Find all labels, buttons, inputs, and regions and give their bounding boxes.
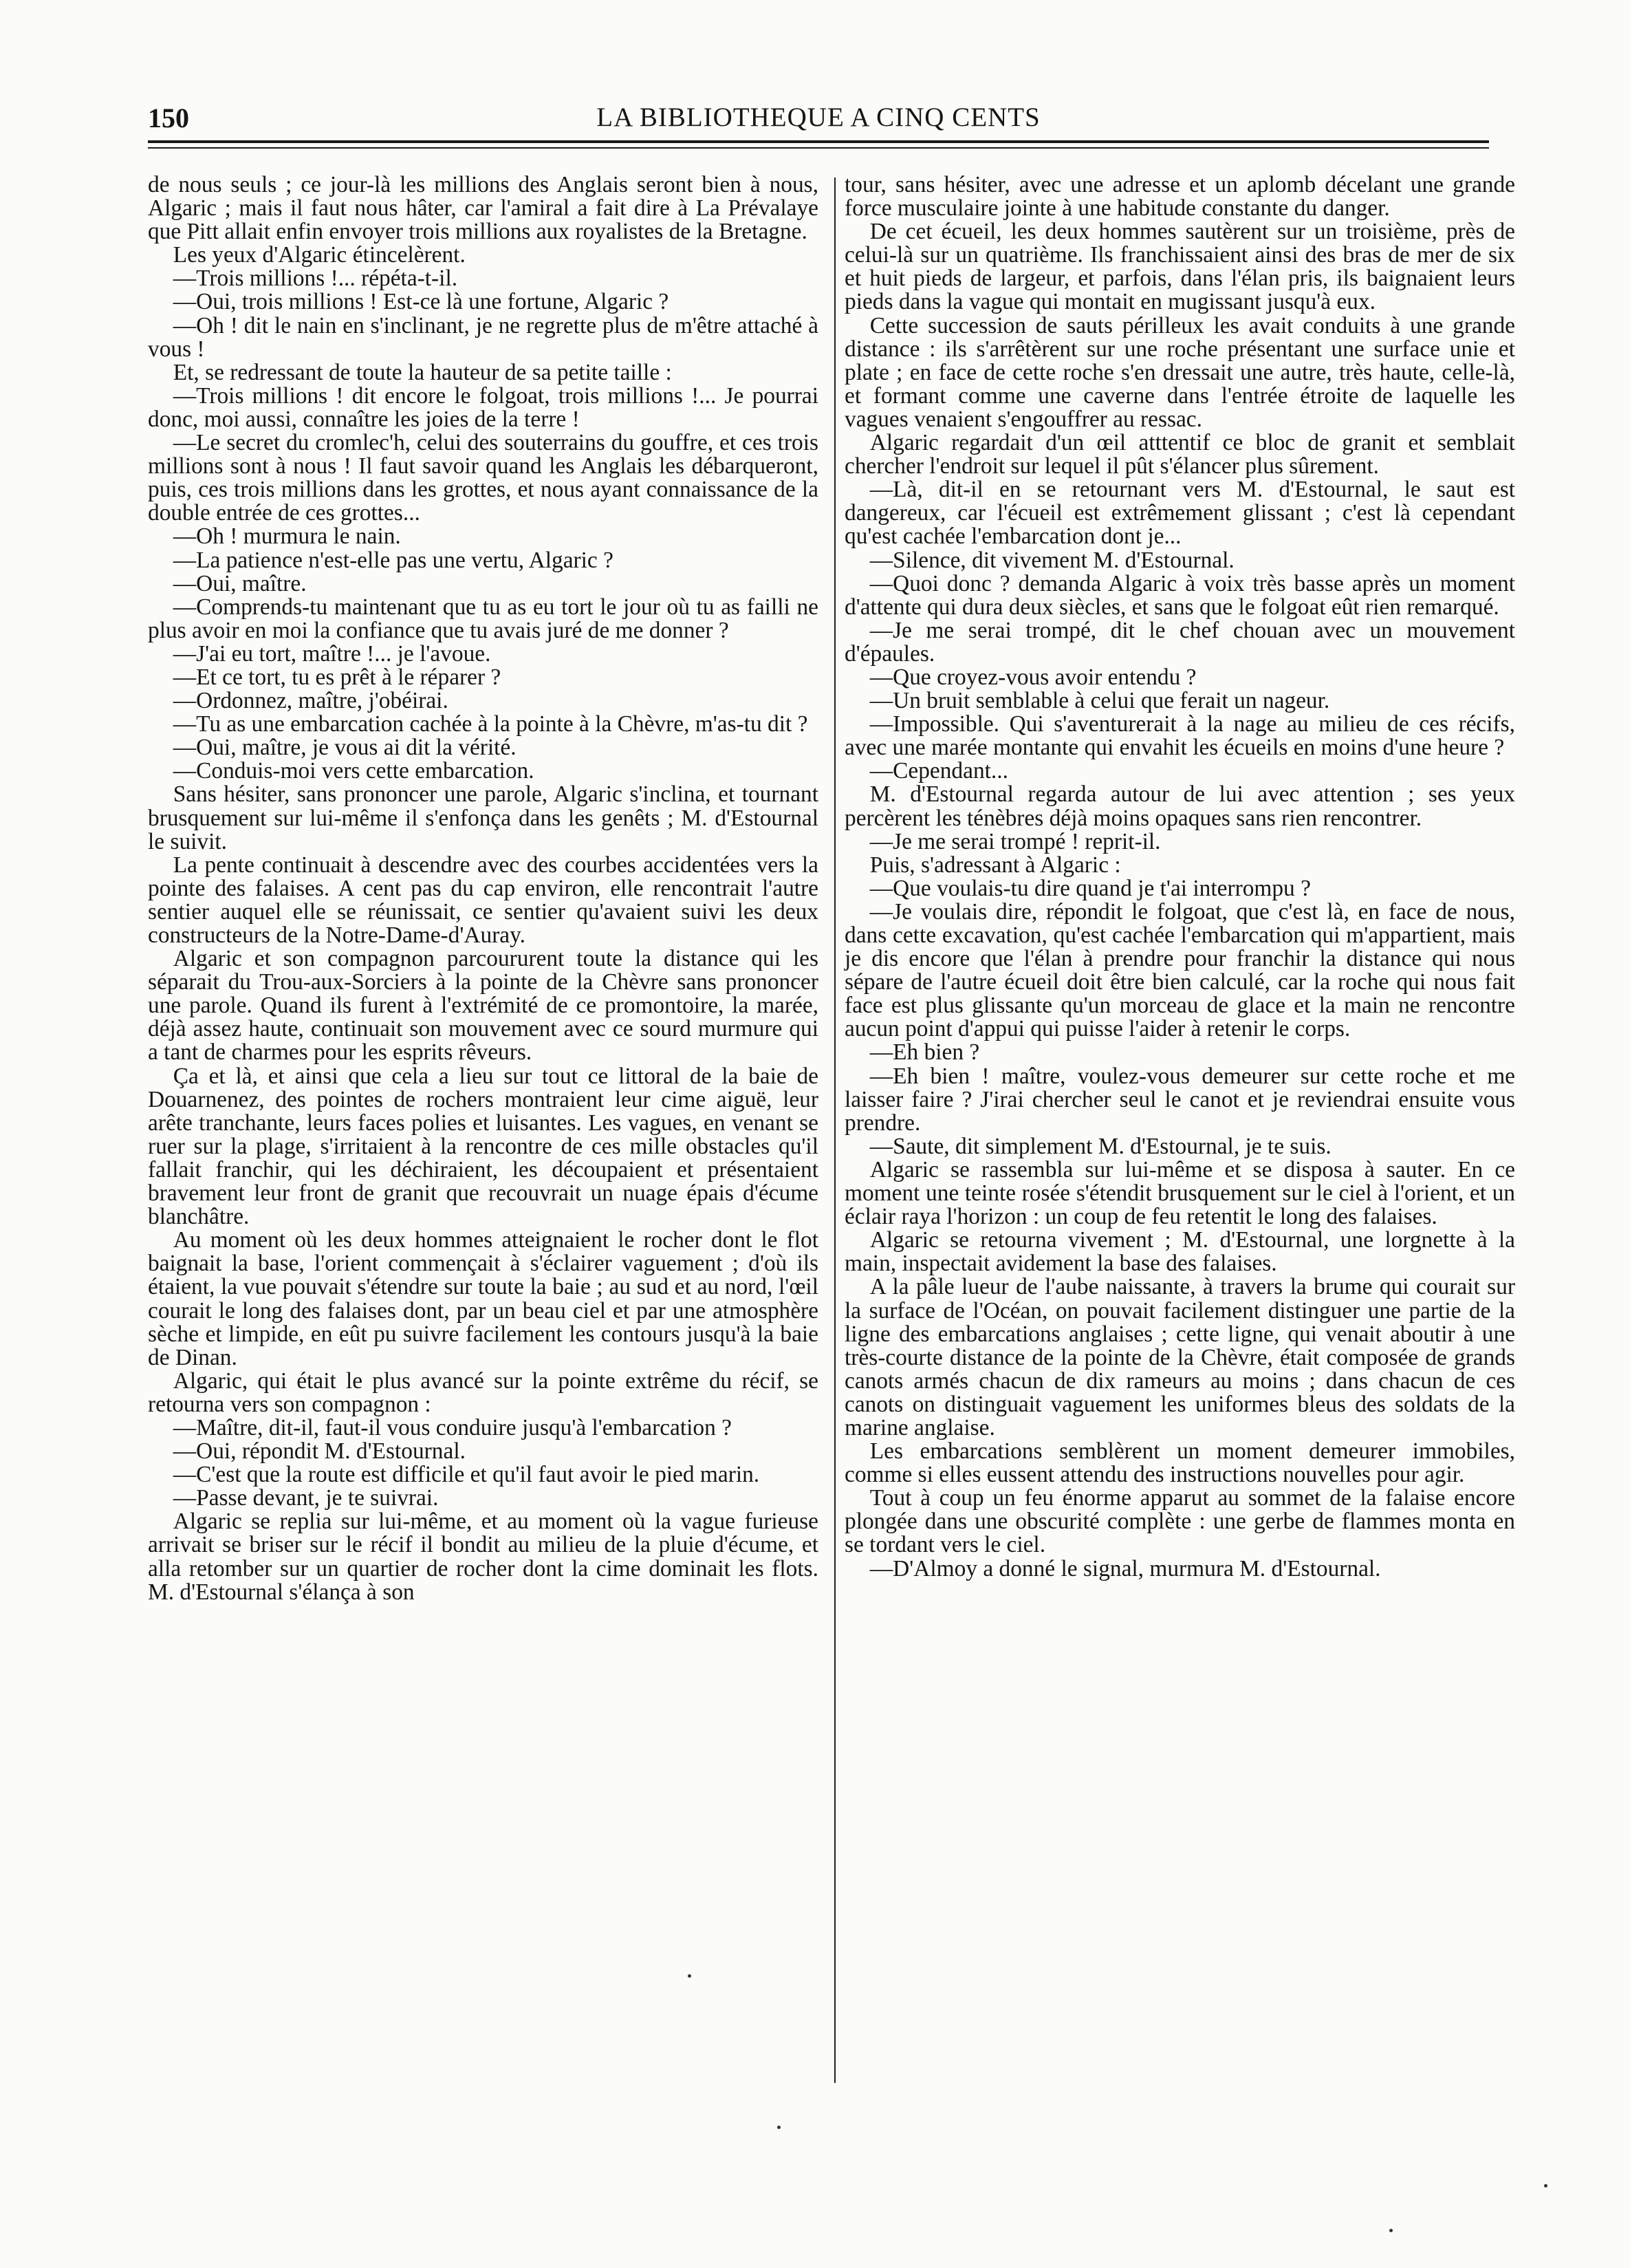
paragraph: —Silence, dit vivement M. d'Estournal. <box>869 547 1235 573</box>
right-column <box>845 173 1515 1581</box>
paragraph: —Oui, maître. <box>173 570 307 596</box>
paragraph: —Tu as une embarcation cachée à la pointe à la Chèvre, m'as-tu dit ? <box>173 711 808 737</box>
paragraph: —Là, dit-il en se retournant vers M. d'Estournal, le saut est dangereux, car l'écueil est extrêmement glissant ; c'est là cependant qu'est cachée l'embarcation dont je... <box>845 477 1515 550</box>
paragraph: —Oui, répondit M. d'Estournal. <box>173 1438 466 1465</box>
paragraph: —Le secret du cromlec'h, celui des souterrains du gouffre, et ces trois millions sont à nous ! Il faut savoir quand les Anglais les débarqueront, puis, ces trois millions dans les grottes, et nous ayant connaissance de la double entrée de ces grottes... <box>148 430 818 526</box>
paragraph: —Je me serai trompé, dit le chef chouan avec un mouvement d'épaules. <box>845 617 1515 667</box>
paragraph: —Eh bien ! maître, voulez-vous demeurer sur cette roche et me laisser faire ? J'irai chercher seul le canot et je reviendrai ensuite vous prendre. <box>845 1063 1515 1136</box>
paragraph: —Trois millions !... répéta-t-il. <box>173 266 458 292</box>
paragraph: —Ordonnez, maître, j'obéirai. <box>173 688 448 714</box>
paragraph: —J'ai eu tort, maître !... je l'avoue. <box>173 640 491 667</box>
paragraph: De cet écueil, les deux hommes sautèrent sur un troisième, près de celui-là sur un quatrième. Ils franchissaient ainsi des bras de mer de six et huit pieds de largeur, et parfois, dans l'élan pris, ils baignaient leurs pieds dans la vague qui montait en mugissant jusqu'à eux. <box>845 219 1515 315</box>
paragraph: Ça et là, et ainsi que cela a lieu sur tout ce littoral de la baie de Douarnenez, des pointes de rochers montraient leur cime aiguë, leur arête tranchante, leurs faces polies et luisantes. Les vagues, en venant se ruer sur la plage, s'irritaient à la rencontre de ces mille obstacles qu'il fallait franchir, qui les déchiraient, les découpaient et présentaient bravement leur front de granit que recouvrait un nuage épais d'écume blanchâtre. <box>148 1063 818 1230</box>
paragraph: —Trois millions ! dit encore le folgoat, trois millions !... Je pourrai donc, moi aussi, connaître les joies de la terre ! <box>148 382 818 432</box>
paragraph: —Maître, dit-il, faut-il vous conduire jusqu'à l'embarcation ? <box>173 1414 732 1440</box>
page-header <box>148 102 1489 136</box>
paragraph: —La patience n'est-elle pas une vertu, Algaric ? <box>173 547 613 573</box>
paragraph: Algaric se rassembla sur lui-même et se disposa à sauter. En ce moment une teinte rosée s'étendit brusquement sur le ciel à l'orient, et un éclair raya l'horizon : un coup de feu retentit le long des falaises. <box>845 1156 1515 1230</box>
paragraph: —D'Almoy a donné le signal, murmura M. d'Estournal. <box>869 1555 1381 1581</box>
ink-speck <box>688 1974 691 1978</box>
paragraph: Au moment où les deux hommes atteignaient le rocher dont le flot baignait la base, l'orient commençait à s'éclairer vaguement ; d'où ils étaient, la vue pouvait s'étendre sur toute la baie ; au sud et au nord, l'œil courait le long des falaises dont, par un beau ciel et par une atmosphère sèche et limpide, en eût pu suivre facilement les contours jusqu'à la baie de Dinan. <box>148 1227 818 1370</box>
paragraph: —Et ce tort, tu es prêt à le réparer ? <box>173 664 501 690</box>
paragraph: —Oui, maître, je vous ai dit la vérité. <box>173 735 517 761</box>
paragraph: —Que croyez-vous avoir entendu ? <box>869 664 1197 690</box>
paragraph: —Quoi donc ? demanda Algaric à voix très basse après un moment d'attente qui dura deux siècles, et sans que le folgoat eût rien remarqué. <box>845 570 1515 620</box>
paragraph: Algaric, qui était le plus avancé sur la pointe extrême du récif, se retourna vers son compagnon : <box>148 1368 818 1417</box>
paragraph: —Eh bien ? <box>869 1039 980 1066</box>
paragraph: Sans hésiter, sans prononcer une parole, Algaric s'inclina, et tournant brusquement sur lui-même il s'enfonça dans les genêts ; M. d'Estournal le suivit. <box>148 781 818 854</box>
paragraph: Algaric se retourna vivement ; M. d'Estournal, une lorgnette à la main, inspectait avidement la base des falaises. <box>845 1227 1515 1277</box>
column-divider <box>834 177 836 2083</box>
page-number: 150 <box>148 102 189 133</box>
header-rule-thin <box>148 147 1489 149</box>
paragraph: —Je me serai trompé ! reprit-il. <box>869 828 1161 854</box>
paragraph: —Saute, dit simplement M. d'Estournal, je te suis. <box>869 1133 1332 1159</box>
paragraph: —C'est que la route est difficile et qu'il faut avoir le pied marin. <box>173 1462 760 1488</box>
paragraph: —Oui, trois millions ! Est-ce là une fortune, Algaric ? <box>173 289 669 315</box>
paragraph: Cette succession de sauts périlleux les avait conduits à une grande distance : ils s'arrêtèrent sur une roche présentant une surface unie et plate ; en face de cette roche s'en dressait une autre, très haute, celle-là, et formant comme une caverne dans l'entrée étroite de laquelle les vagues venaient s'engouffrer au ressac. <box>845 312 1515 432</box>
paragraph: A la pâle lueur de l'aube naissante, à travers la brume qui courait sur la surface de l'Océan, on pouvait facilement distinguer une partie de la ligne des embarcations anglaises ; cette ligne, qui venait aboutir à une très-courte distance de la pointe de la Chèvre, était composée de grands canots armés chacun de dix rameurs au moins ; dans chacun de ces canots on distinguait vaguement les uniformes bleus des soldats de la marine anglaise. <box>845 1274 1515 1440</box>
paragraph: M. d'Estournal regarda autour de lui avec attention ; ses yeux percèrent les ténèbres déjà moins opaques sans rien rencontrer. <box>845 781 1515 831</box>
paragraph: tour, sans hésiter, avec une adresse et un aplomb décelant une grande force musculaire jointe à une habitude constante du danger. <box>845 172 1515 222</box>
paragraph: Algaric regardait d'un œil atttentif ce bloc de granit et semblait chercher l'endroit sur lequel il pût s'élancer plus sûrement. <box>845 430 1515 479</box>
ink-speck <box>1544 2184 1547 2188</box>
paragraph: La pente continuait à descendre avec des courbes accidentées vers la pointe des falaises. A cent pas du cap environ, elle rencontrait l'autre sentier auquel elle se réunissait, ce sentier qu'avaient suivi les deux constructeurs de la Notre-Dame-d'Auray. <box>148 852 818 948</box>
paragraph: —Que voulais-tu dire quand je t'ai interrompu ? <box>869 875 1311 901</box>
paragraph: —Comprends-tu maintenant que tu as eu tort le jour où tu as failli ne plus avoir en moi la confiance que tu avais juré de me donner ? <box>148 594 818 643</box>
paragraph: —Oh ! murmura le nain. <box>173 523 401 550</box>
paragraph: Tout à coup un feu énorme apparut au sommet de la falaise encore plongée dans une obscurité complète : une gerbe de flammes monta en se tordant vers le ciel. <box>845 1485 1515 1558</box>
paragraph: Puis, s'adressant à Algaric : <box>869 852 1121 878</box>
left-column <box>148 173 818 1604</box>
paragraph: —Conduis-moi vers cette embarcation. <box>173 758 534 784</box>
paragraph: —Passe devant, je te suivrai. <box>173 1485 439 1511</box>
ink-speck <box>1389 2229 1393 2232</box>
paragraph: Les yeux d'Algaric étincelèrent. <box>173 242 466 268</box>
paragraph: Algaric et son compagnon parcoururent toute la distance qui les séparait du Trou-aux-Sorciers à la pointe de la Chèvre sans prononcer une parole. Quand ils furent à l'extrémité de ce promontoire, la marée, déjà assez haute, continuait son mouvement avec ce sourd murmure qui a tant de charmes pour les esprits rêveurs. <box>148 946 818 1066</box>
paragraph: —Je voulais dire, répondit le folgoat, que c'est là, en face de nous, dans cette excavation, qu'est cachée l'embarcation qui m'appartient, mais je dis encore que l'élan à prendre pour franchir la distance qui nous sépare de l'autre écueil doit être bien calculé, car la roche qui nous fait face est plus glissante qu'un morceau de glace et la main ne rencontre aucun point d'appui qui puisse l'aider à retenir le corps. <box>845 898 1515 1042</box>
paragraph: Les embarcations semblèrent un moment demeurer immobiles, comme si elles eussent attendu des instructions nouvelles pour agir. <box>845 1438 1515 1488</box>
paragraph: —Cependant... <box>869 758 1008 784</box>
running-title: LA BIBLIOTHEQUE A CINQ CENTS <box>596 102 1041 132</box>
paragraph: de nous seuls ; ce jour-là les millions des Anglais seront bien à nous, Algaric ; mais il faut nous hâter, car l'amiral a fait dire à La Prévalaye que Pitt allait enfin envoyer trois millions aux royalistes de la Bretagne. <box>148 172 818 245</box>
paragraph: Algaric se replia sur lui-même, et au moment où la vague furieuse arrivait se briser sur le récif il bondit au milieu de la pluie d'écume, et alla retomber sur un quartier de rocher dont la cime dominait les flots. M. d'Estournal s'élança à son <box>148 1509 818 1605</box>
paragraph: —Un bruit semblable à celui que ferait un nageur. <box>869 688 1330 714</box>
paragraph: —Impossible. Qui s'aventurerait à la nage au milieu de ces récifs, avec une marée montante qui envahit les écueils en moins d'une heure ? <box>845 711 1515 761</box>
paragraph: Et, se redressant de toute la hauteur de sa petite taille : <box>173 359 672 385</box>
header-rule-thick <box>148 140 1489 143</box>
paragraph: —Oh ! dit le nain en s'inclinant, je ne regrette plus de m'être attaché à vous ! <box>148 312 818 362</box>
ink-speck <box>777 2126 781 2129</box>
